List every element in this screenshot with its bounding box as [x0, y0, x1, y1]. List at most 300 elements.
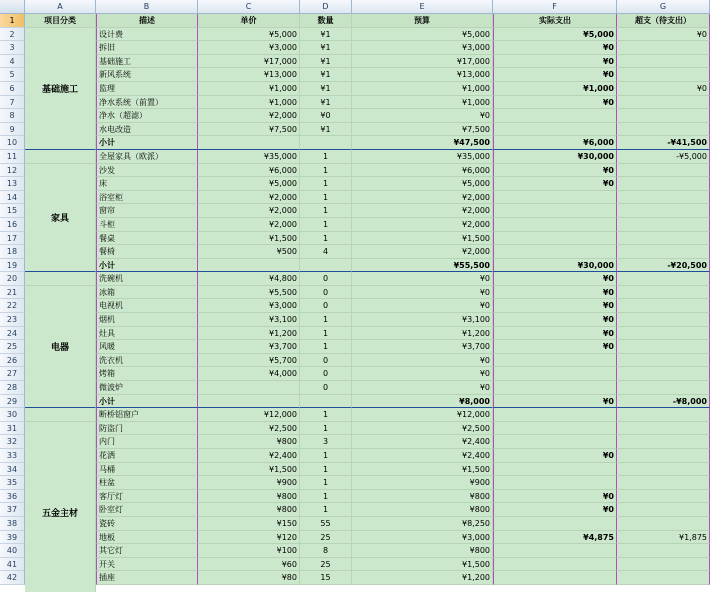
- row-number[interactable]: 41: [0, 558, 25, 572]
- over-cell[interactable]: [617, 109, 710, 123]
- over-cell[interactable]: [617, 449, 710, 463]
- column-header-e[interactable]: E: [352, 0, 493, 14]
- actual-cell[interactable]: [493, 381, 617, 395]
- description-cell[interactable]: 花洒: [96, 449, 198, 463]
- over-cell[interactable]: [617, 164, 710, 178]
- actual-cell[interactable]: ¥4,875: [493, 531, 617, 545]
- column-header-g[interactable]: G: [617, 0, 710, 14]
- unit-price-cell[interactable]: [198, 395, 300, 409]
- actual-cell[interactable]: ¥0: [493, 55, 617, 69]
- actual-cell[interactable]: [493, 191, 617, 205]
- over-cell[interactable]: [617, 381, 710, 395]
- description-cell[interactable]: 马桶: [96, 463, 198, 477]
- quantity-cell[interactable]: 1: [300, 177, 352, 191]
- unit-price-cell[interactable]: ¥6,000: [198, 164, 300, 178]
- actual-cell[interactable]: ¥0: [493, 313, 617, 327]
- over-cell[interactable]: [617, 55, 710, 69]
- description-cell[interactable]: 断桥铝窗户: [96, 408, 198, 422]
- quantity-cell[interactable]: 1: [300, 503, 352, 517]
- budget-cell[interactable]: ¥47,500: [352, 136, 493, 150]
- row-number[interactable]: 5: [0, 68, 25, 82]
- description-cell[interactable]: 净水系统（前置）: [96, 96, 198, 110]
- actual-cell[interactable]: ¥0: [493, 299, 617, 313]
- budget-cell[interactable]: ¥7,500: [352, 123, 493, 137]
- column-header-c[interactable]: C: [198, 0, 300, 14]
- unit-price-cell[interactable]: ¥35,000: [198, 150, 300, 164]
- description-cell[interactable]: 烤箱: [96, 367, 198, 381]
- actual-cell[interactable]: [493, 354, 617, 368]
- quantity-cell[interactable]: 1: [300, 449, 352, 463]
- quantity-cell[interactable]: 0: [300, 367, 352, 381]
- unit-price-cell[interactable]: ¥17,000: [198, 55, 300, 69]
- quantity-cell[interactable]: ¥1: [300, 82, 352, 96]
- description-cell[interactable]: 烟机: [96, 313, 198, 327]
- quantity-cell[interactable]: 0: [300, 299, 352, 313]
- row-number[interactable]: 24: [0, 327, 25, 341]
- row-number[interactable]: 30: [0, 408, 25, 422]
- column-header-d[interactable]: D: [300, 0, 352, 14]
- unit-price-cell[interactable]: ¥2,500: [198, 422, 300, 436]
- quantity-cell[interactable]: 4: [300, 245, 352, 259]
- select-all-corner[interactable]: [0, 0, 25, 14]
- description-cell[interactable]: 小计: [96, 136, 198, 150]
- over-cell[interactable]: [617, 123, 710, 137]
- row-number[interactable]: 7: [0, 96, 25, 110]
- quantity-cell[interactable]: 15: [300, 571, 352, 585]
- description-cell[interactable]: 斗柜: [96, 218, 198, 232]
- description-cell[interactable]: 客厅灯: [96, 490, 198, 504]
- budget-cell[interactable]: ¥1,000: [352, 96, 493, 110]
- description-cell[interactable]: 地板: [96, 531, 198, 545]
- row-number[interactable]: 42: [0, 571, 25, 585]
- description-cell[interactable]: 全屋家具（欧派）: [96, 150, 198, 164]
- description-cell[interactable]: 新风系统: [96, 68, 198, 82]
- over-cell[interactable]: -¥5,000: [617, 150, 710, 164]
- unit-price-cell[interactable]: ¥5,000: [198, 177, 300, 191]
- unit-price-cell[interactable]: ¥120: [198, 531, 300, 545]
- quantity-cell[interactable]: 1: [300, 463, 352, 477]
- actual-cell[interactable]: ¥0: [493, 449, 617, 463]
- unit-price-cell[interactable]: ¥80: [198, 571, 300, 585]
- row-number[interactable]: 23: [0, 313, 25, 327]
- description-cell[interactable]: 灶具: [96, 327, 198, 341]
- quantity-cell[interactable]: ¥1: [300, 28, 352, 42]
- actual-cell[interactable]: [493, 204, 617, 218]
- unit-price-cell[interactable]: ¥5,000: [198, 28, 300, 42]
- actual-cell[interactable]: ¥0: [493, 68, 617, 82]
- budget-cell[interactable]: ¥0: [352, 299, 493, 313]
- description-cell[interactable]: 洗衣机: [96, 354, 198, 368]
- actual-cell[interactable]: [493, 571, 617, 585]
- budget-cell[interactable]: ¥13,000: [352, 68, 493, 82]
- unit-price-cell[interactable]: ¥7,500: [198, 123, 300, 137]
- over-cell[interactable]: ¥0: [617, 82, 710, 96]
- unit-price-cell[interactable]: ¥3,000: [198, 299, 300, 313]
- over-cell[interactable]: [617, 490, 710, 504]
- row-number[interactable]: 37: [0, 503, 25, 517]
- row-number[interactable]: 3: [0, 41, 25, 55]
- quantity-cell[interactable]: 1: [300, 232, 352, 246]
- column-header-f[interactable]: F: [493, 0, 617, 14]
- row-number[interactable]: 11: [0, 150, 25, 164]
- unit-price-cell[interactable]: [198, 259, 300, 273]
- unit-price-cell[interactable]: ¥2,000: [198, 204, 300, 218]
- budget-cell[interactable]: ¥6,000: [352, 164, 493, 178]
- budget-cell[interactable]: ¥2,000: [352, 204, 493, 218]
- unit-price-cell[interactable]: ¥2,400: [198, 449, 300, 463]
- over-cell[interactable]: [617, 544, 710, 558]
- quantity-cell[interactable]: 1: [300, 191, 352, 205]
- unit-price-cell[interactable]: ¥3,700: [198, 340, 300, 354]
- budget-cell[interactable]: ¥1,200: [352, 327, 493, 341]
- unit-price-cell[interactable]: [198, 136, 300, 150]
- actual-cell[interactable]: [493, 123, 617, 137]
- group-label-furniture[interactable]: 家具: [25, 164, 96, 273]
- budget-cell[interactable]: ¥3,700: [352, 340, 493, 354]
- actual-cell[interactable]: ¥30,000: [493, 150, 617, 164]
- unit-price-cell[interactable]: ¥12,000: [198, 408, 300, 422]
- group-label-hardware[interactable]: 五金主材: [25, 422, 96, 592]
- over-cell[interactable]: ¥0: [617, 28, 710, 42]
- description-cell[interactable]: 风暖: [96, 340, 198, 354]
- header-budget[interactable]: 预算: [352, 14, 493, 28]
- budget-cell[interactable]: ¥1,500: [352, 463, 493, 477]
- header-actual[interactable]: 实际支出: [493, 14, 617, 28]
- description-cell[interactable]: 床: [96, 177, 198, 191]
- unit-price-cell[interactable]: ¥4,800: [198, 272, 300, 286]
- unit-price-cell[interactable]: ¥1,500: [198, 463, 300, 477]
- budget-cell[interactable]: ¥900: [352, 476, 493, 490]
- quantity-cell[interactable]: [300, 259, 352, 273]
- quantity-cell[interactable]: [300, 395, 352, 409]
- over-cell[interactable]: [617, 476, 710, 490]
- quantity-cell[interactable]: ¥1: [300, 68, 352, 82]
- column-header-b[interactable]: B: [96, 0, 198, 14]
- actual-cell[interactable]: [493, 218, 617, 232]
- actual-cell[interactable]: ¥5,000: [493, 28, 617, 42]
- over-cell[interactable]: [617, 41, 710, 55]
- description-cell[interactable]: 设计费: [96, 28, 198, 42]
- unit-price-cell[interactable]: ¥1,200: [198, 327, 300, 341]
- row-number[interactable]: 2: [0, 28, 25, 42]
- over-cell[interactable]: [617, 503, 710, 517]
- description-cell[interactable]: 拆旧: [96, 41, 198, 55]
- budget-cell[interactable]: ¥0: [352, 272, 493, 286]
- over-cell[interactable]: ¥1,875: [617, 531, 710, 545]
- description-cell[interactable]: 防盗门: [96, 422, 198, 436]
- header-over[interactable]: 超支（待支出）: [617, 14, 710, 28]
- over-cell[interactable]: [617, 558, 710, 572]
- row-number[interactable]: 34: [0, 463, 25, 477]
- row-number[interactable]: 38: [0, 517, 25, 531]
- over-cell[interactable]: [617, 68, 710, 82]
- over-cell[interactable]: [617, 517, 710, 531]
- actual-cell[interactable]: [493, 435, 617, 449]
- row-number[interactable]: 28: [0, 381, 25, 395]
- description-cell[interactable]: 餐椅: [96, 245, 198, 259]
- unit-price-cell[interactable]: ¥5,700: [198, 354, 300, 368]
- budget-cell[interactable]: ¥800: [352, 544, 493, 558]
- unit-price-cell[interactable]: ¥3,100: [198, 313, 300, 327]
- over-cell[interactable]: [617, 327, 710, 341]
- description-cell[interactable]: 内门: [96, 435, 198, 449]
- over-cell[interactable]: [617, 204, 710, 218]
- header-description[interactable]: 描述: [96, 14, 198, 28]
- row-number[interactable]: 25: [0, 340, 25, 354]
- actual-cell[interactable]: ¥0: [493, 327, 617, 341]
- budget-cell[interactable]: ¥5,000: [352, 28, 493, 42]
- row-number[interactable]: 9: [0, 123, 25, 137]
- row-number[interactable]: 12: [0, 164, 25, 178]
- budget-cell[interactable]: ¥8,000: [352, 395, 493, 409]
- actual-cell[interactable]: ¥0: [493, 340, 617, 354]
- description-cell[interactable]: 净水（超滤）: [96, 109, 198, 123]
- over-cell[interactable]: [617, 245, 710, 259]
- row-number[interactable]: 14: [0, 191, 25, 205]
- header-unit-price[interactable]: 单价: [198, 14, 300, 28]
- description-cell[interactable]: 洗碗机: [96, 272, 198, 286]
- over-cell[interactable]: [617, 313, 710, 327]
- row-number[interactable]: 26: [0, 354, 25, 368]
- row-number[interactable]: 16: [0, 218, 25, 232]
- budget-cell[interactable]: ¥1,500: [352, 232, 493, 246]
- quantity-cell[interactable]: 0: [300, 272, 352, 286]
- quantity-cell[interactable]: ¥1: [300, 55, 352, 69]
- row-number[interactable]: 1: [0, 14, 25, 28]
- over-cell[interactable]: [617, 177, 710, 191]
- row-number[interactable]: 8: [0, 109, 25, 123]
- description-cell[interactable]: 电视机: [96, 299, 198, 313]
- unit-price-cell[interactable]: ¥2,000: [198, 191, 300, 205]
- description-cell[interactable]: 沙发: [96, 164, 198, 178]
- budget-cell[interactable]: ¥55,500: [352, 259, 493, 273]
- actual-cell[interactable]: ¥0: [493, 490, 617, 504]
- description-cell[interactable]: 插座: [96, 571, 198, 585]
- quantity-cell[interactable]: 1: [300, 218, 352, 232]
- actual-cell[interactable]: ¥0: [493, 41, 617, 55]
- description-cell[interactable]: 浴室柜: [96, 191, 198, 205]
- description-cell[interactable]: 小计: [96, 395, 198, 409]
- actual-cell[interactable]: [493, 517, 617, 531]
- description-cell[interactable]: 监理: [96, 82, 198, 96]
- budget-cell[interactable]: ¥1,000: [352, 82, 493, 96]
- unit-price-cell[interactable]: ¥3,000: [198, 41, 300, 55]
- quantity-cell[interactable]: 1: [300, 313, 352, 327]
- header-category[interactable]: 项目分类: [25, 14, 96, 28]
- row-number[interactable]: 10: [0, 136, 25, 150]
- over-cell[interactable]: [617, 463, 710, 477]
- row-number[interactable]: 18: [0, 245, 25, 259]
- quantity-cell[interactable]: 0: [300, 381, 352, 395]
- row-number[interactable]: 20: [0, 272, 25, 286]
- column-header-a[interactable]: A: [25, 0, 96, 14]
- budget-cell[interactable]: ¥3,100: [352, 313, 493, 327]
- budget-cell[interactable]: ¥8,250: [352, 517, 493, 531]
- quantity-cell[interactable]: 1: [300, 340, 352, 354]
- budget-cell[interactable]: ¥2,400: [352, 435, 493, 449]
- quantity-cell[interactable]: 1: [300, 327, 352, 341]
- over-cell[interactable]: [617, 408, 710, 422]
- group-label-appliances[interactable]: 电器: [25, 286, 96, 408]
- actual-cell[interactable]: [493, 476, 617, 490]
- over-cell[interactable]: [617, 354, 710, 368]
- unit-price-cell[interactable]: ¥800: [198, 503, 300, 517]
- budget-cell[interactable]: ¥0: [352, 354, 493, 368]
- description-cell[interactable]: 小计: [96, 259, 198, 273]
- description-cell[interactable]: 窗帘: [96, 204, 198, 218]
- description-cell[interactable]: 柱盆: [96, 476, 198, 490]
- header-quantity[interactable]: 数量: [300, 14, 352, 28]
- over-cell[interactable]: [617, 299, 710, 313]
- quantity-cell[interactable]: 0: [300, 286, 352, 300]
- budget-cell[interactable]: ¥2,000: [352, 245, 493, 259]
- actual-cell[interactable]: ¥0: [493, 503, 617, 517]
- budget-cell[interactable]: ¥800: [352, 490, 493, 504]
- quantity-cell[interactable]: 55: [300, 517, 352, 531]
- description-cell[interactable]: 冰箱: [96, 286, 198, 300]
- unit-price-cell[interactable]: ¥800: [198, 490, 300, 504]
- over-cell[interactable]: [617, 367, 710, 381]
- budget-cell[interactable]: ¥12,000: [352, 408, 493, 422]
- quantity-cell[interactable]: ¥1: [300, 123, 352, 137]
- budget-cell[interactable]: ¥5,000: [352, 177, 493, 191]
- quantity-cell[interactable]: 25: [300, 558, 352, 572]
- over-cell[interactable]: [617, 232, 710, 246]
- row-number[interactable]: 31: [0, 422, 25, 436]
- quantity-cell[interactable]: ¥1: [300, 96, 352, 110]
- over-cell[interactable]: [617, 191, 710, 205]
- budget-cell[interactable]: ¥1,500: [352, 558, 493, 572]
- quantity-cell[interactable]: 8: [300, 544, 352, 558]
- actual-cell[interactable]: [493, 245, 617, 259]
- description-cell[interactable]: 卧室灯: [96, 503, 198, 517]
- actual-cell[interactable]: ¥0: [493, 177, 617, 191]
- budget-cell[interactable]: ¥0: [352, 367, 493, 381]
- row-number[interactable]: 32: [0, 435, 25, 449]
- description-cell[interactable]: 基础施工: [96, 55, 198, 69]
- description-cell[interactable]: 开关: [96, 558, 198, 572]
- row-number[interactable]: 39: [0, 531, 25, 545]
- row-number[interactable]: 40: [0, 544, 25, 558]
- quantity-cell[interactable]: 1: [300, 164, 352, 178]
- over-cell[interactable]: -¥20,500: [617, 259, 710, 273]
- actual-cell[interactable]: ¥0: [493, 286, 617, 300]
- actual-cell[interactable]: [493, 422, 617, 436]
- row-number[interactable]: 15: [0, 204, 25, 218]
- row-number[interactable]: 29: [0, 395, 25, 409]
- unit-price-cell[interactable]: ¥60: [198, 558, 300, 572]
- actual-cell[interactable]: ¥1,000: [493, 82, 617, 96]
- actual-cell[interactable]: ¥0: [493, 395, 617, 409]
- unit-price-cell[interactable]: ¥13,000: [198, 68, 300, 82]
- budget-cell[interactable]: ¥0: [352, 286, 493, 300]
- quantity-cell[interactable]: 1: [300, 490, 352, 504]
- unit-price-cell[interactable]: ¥2,000: [198, 218, 300, 232]
- group-label-basic-construction[interactable]: 基础施工: [25, 28, 96, 150]
- actual-cell[interactable]: [493, 463, 617, 477]
- actual-cell[interactable]: [493, 408, 617, 422]
- unit-price-cell[interactable]: ¥100: [198, 544, 300, 558]
- row-number[interactable]: 17: [0, 232, 25, 246]
- quantity-cell[interactable]: 1: [300, 476, 352, 490]
- quantity-cell[interactable]: 1: [300, 422, 352, 436]
- quantity-cell[interactable]: 1: [300, 150, 352, 164]
- actual-cell[interactable]: [493, 232, 617, 246]
- row-number[interactable]: 27: [0, 367, 25, 381]
- actual-cell[interactable]: ¥0: [493, 96, 617, 110]
- row-number[interactable]: 19: [0, 259, 25, 273]
- quantity-cell[interactable]: ¥1: [300, 41, 352, 55]
- over-cell[interactable]: [617, 422, 710, 436]
- description-cell[interactable]: 水电改造: [96, 123, 198, 137]
- row-number[interactable]: 6: [0, 82, 25, 96]
- over-cell[interactable]: [617, 571, 710, 585]
- actual-cell[interactable]: [493, 544, 617, 558]
- budget-cell[interactable]: ¥3,000: [352, 41, 493, 55]
- budget-cell[interactable]: ¥17,000: [352, 55, 493, 69]
- unit-price-cell[interactable]: ¥4,000: [198, 367, 300, 381]
- budget-cell[interactable]: ¥2,000: [352, 218, 493, 232]
- over-cell[interactable]: -¥41,500: [617, 136, 710, 150]
- category-cell[interactable]: [25, 150, 96, 164]
- unit-price-cell[interactable]: ¥900: [198, 476, 300, 490]
- over-cell[interactable]: [617, 218, 710, 232]
- category-cell[interactable]: [25, 272, 96, 286]
- over-cell[interactable]: -¥8,000: [617, 395, 710, 409]
- row-number[interactable]: 13: [0, 177, 25, 191]
- actual-cell[interactable]: ¥0: [493, 272, 617, 286]
- description-cell[interactable]: 其它灯: [96, 544, 198, 558]
- category-cell[interactable]: [25, 408, 96, 422]
- unit-price-cell[interactable]: [198, 381, 300, 395]
- row-number[interactable]: 33: [0, 449, 25, 463]
- unit-price-cell[interactable]: ¥800: [198, 435, 300, 449]
- over-cell[interactable]: [617, 340, 710, 354]
- over-cell[interactable]: [617, 435, 710, 449]
- quantity-cell[interactable]: 25: [300, 531, 352, 545]
- budget-cell[interactable]: ¥2,500: [352, 422, 493, 436]
- actual-cell[interactable]: [493, 367, 617, 381]
- row-number[interactable]: 35: [0, 476, 25, 490]
- actual-cell[interactable]: ¥30,000: [493, 259, 617, 273]
- actual-cell[interactable]: [493, 109, 617, 123]
- over-cell[interactable]: [617, 272, 710, 286]
- budget-cell[interactable]: ¥35,000: [352, 150, 493, 164]
- unit-price-cell[interactable]: ¥1,000: [198, 82, 300, 96]
- unit-price-cell[interactable]: ¥1,000: [198, 96, 300, 110]
- quantity-cell[interactable]: 0: [300, 354, 352, 368]
- quantity-cell[interactable]: 3: [300, 435, 352, 449]
- budget-cell[interactable]: ¥1,200: [352, 571, 493, 585]
- budget-cell[interactable]: ¥800: [352, 503, 493, 517]
- quantity-cell[interactable]: [300, 136, 352, 150]
- description-cell[interactable]: 餐桌: [96, 232, 198, 246]
- quantity-cell[interactable]: 1: [300, 204, 352, 218]
- description-cell[interactable]: 微波炉: [96, 381, 198, 395]
- unit-price-cell[interactable]: ¥5,500: [198, 286, 300, 300]
- actual-cell[interactable]: ¥0: [493, 164, 617, 178]
- budget-cell[interactable]: ¥0: [352, 109, 493, 123]
- actual-cell[interactable]: ¥6,000: [493, 136, 617, 150]
- description-cell[interactable]: 瓷砖: [96, 517, 198, 531]
- quantity-cell[interactable]: ¥0: [300, 109, 352, 123]
- actual-cell[interactable]: [493, 558, 617, 572]
- budget-cell[interactable]: ¥2,000: [352, 191, 493, 205]
- row-number[interactable]: 4: [0, 55, 25, 69]
- unit-price-cell[interactable]: ¥150: [198, 517, 300, 531]
- row-number[interactable]: 36: [0, 490, 25, 504]
- quantity-cell[interactable]: 1: [300, 408, 352, 422]
